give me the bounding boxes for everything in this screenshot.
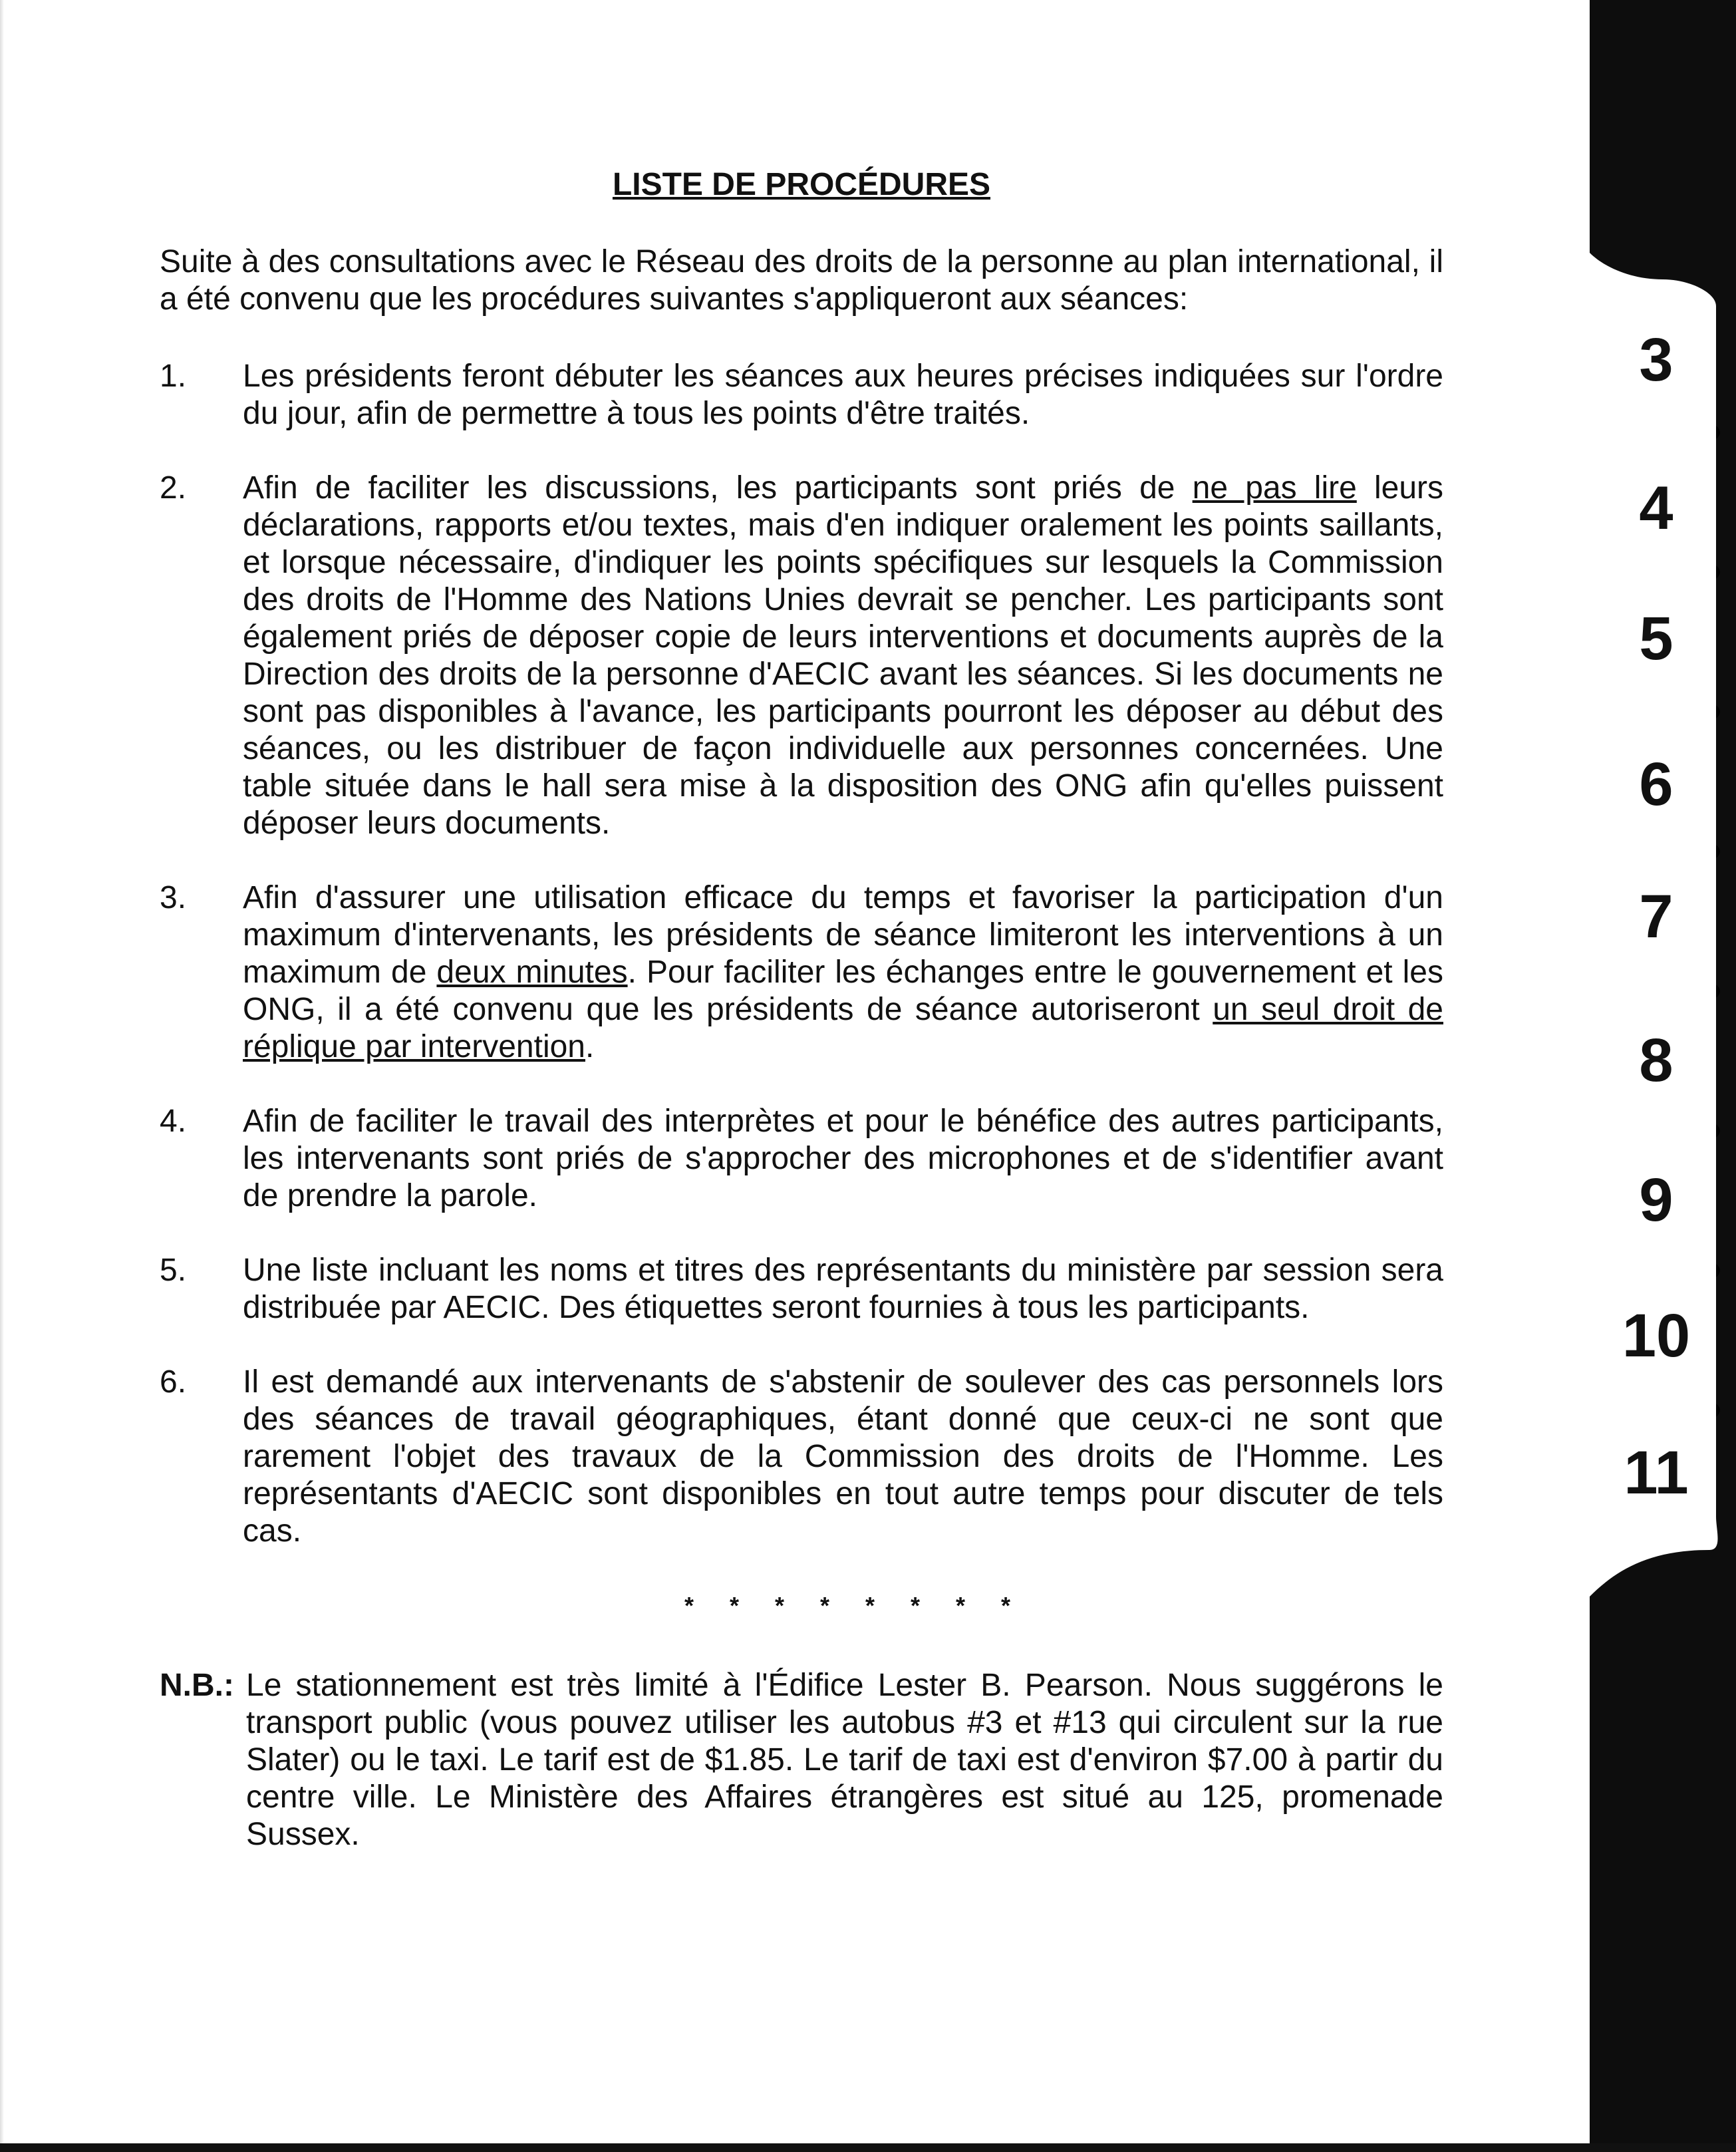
item-number: 5. xyxy=(160,1253,187,1288)
item-text-part: leurs déclarations, rapports et/ou textes, mais d'en indiquer oralement les points saillants, et lorsque nécessaire, d'indiquer les points spécifiques sur lesquels la Commission des droits de l'Homme des Nations Unies devrait se pencher. Les participants sont également priés de déposer copie de leurs interventions et documents auprès de la Direction des droits de la personne d'AECIC avant les séances. Si les documents ne sont pas disponibles à l'avance, les participants pourront les déposer au début des séances, ou les distribuer de façon individuelle aux personnes concernées. Une table située dans le hall sera mise à la disposition des ONG afin qu'elles puissent déposer leurs documents. xyxy=(243,470,1444,841)
scan-edge xyxy=(0,0,4,2152)
list-item xyxy=(160,1364,1443,1550)
tab-number-8[interactable]: 8 xyxy=(1639,1026,1673,1094)
separator-asterisks: * * * * * * * * xyxy=(684,1592,1026,1619)
item-text: Afin de faciliter le travail des interprètes et pour le bénéfice des autres participants, les intervenants sont priés de s'approcher des microphones et de s'identifier avant de prendre la parole. xyxy=(243,1104,1443,1213)
tab-number-7[interactable]: 7 xyxy=(1639,883,1673,951)
list-item xyxy=(160,1103,1443,1215)
tab-number-10[interactable]: 10 xyxy=(1622,1302,1691,1370)
scan-bottom-edge xyxy=(0,2143,1736,2152)
nota-bene xyxy=(160,1667,1443,1853)
item-text-part: Afin de faciliter les discussions, les participants sont priés de xyxy=(243,470,1193,506)
item-number: 1. xyxy=(160,359,187,394)
document-title: LISTE DE PROCÉDURES xyxy=(612,167,991,202)
list-item xyxy=(160,1252,1443,1326)
tab-number-3[interactable]: 3 xyxy=(1639,326,1673,394)
item-text xyxy=(243,879,1443,1066)
nb-text: Le stationnement est très limité à l'Édifice Lester B. Pearson. Nous suggérons le transport public (vous pouvez utiliser les autobus #3 et #13 qui circulent sur la rue Slater) ou le taxi. Le tarif est de $1.85. Le tarif de taxi est d'environ $7.00 à partir du centre ville. Le Ministère des Affaires étrangères est situé au 125, promenade Sussex. xyxy=(246,1668,1443,1852)
intro-paragraph: Suite à des consultations avec le Réseau des droits de la personne au plan international, il a été convenu que les procédures suivantes s'appliqueront aux séances: xyxy=(160,244,1443,317)
item-number: 4. xyxy=(160,1104,187,1139)
underlined-phrase: deux minutes xyxy=(436,955,628,990)
item-text: Une liste incluant les noms et titres des représentants du ministère par session sera distribuée par AECIC. Des étiquettes seront fournies à tous les participants. xyxy=(243,1253,1443,1325)
item-number: 2. xyxy=(160,470,187,506)
tab-number-6[interactable]: 6 xyxy=(1639,750,1673,818)
item-number: 3. xyxy=(160,880,187,915)
document-body xyxy=(160,166,1443,1853)
underlined-phrase: un seul droit de réplique par intervention xyxy=(243,992,1443,1064)
list-item xyxy=(160,470,1443,842)
item-text-part: Afin d'assurer une utilisation efficace du temps et favoriser la participation d'un maximum d'intervenants, les présidents de séance limiteront les interventions à un maximum de xyxy=(243,880,1443,990)
tab-number-5[interactable]: 5 xyxy=(1639,605,1673,673)
tab-number-4[interactable]: 4 xyxy=(1639,474,1673,542)
tab-number-9[interactable]: 9 xyxy=(1639,1166,1673,1234)
underlined-phrase: ne pas lire xyxy=(1192,470,1357,506)
item-text-part: . xyxy=(585,1029,595,1064)
item-text xyxy=(243,470,1443,842)
item-text-part: . Pour faciliter les échanges entre le gouvernement et les ONG, il a été convenu que les présidents de séance autoriseront xyxy=(243,955,1443,1027)
list-item xyxy=(160,358,1443,432)
nb-label: N.B.: xyxy=(160,1668,234,1703)
list-item xyxy=(160,879,1443,1066)
item-number: 6. xyxy=(160,1364,187,1400)
item-text: Les présidents feront débuter les séances aux heures précises indiquées sur l'ordre du jour, afin de permettre à tous les points d'être traités. xyxy=(243,359,1443,431)
item-text: Il est demandé aux intervenants de s'abstenir de soulever des cas personnels lors des séances de travail géographiques, étant donné que ceux-ci ne sont que rarement l'objet des travaux de la Commission des droits de l'Homme. Les représentants d'AECIC sont disponibles en tout autre temps pour discuter de tels cas. xyxy=(243,1364,1443,1549)
tab-number-11[interactable]: 11 xyxy=(1624,1439,1689,1507)
